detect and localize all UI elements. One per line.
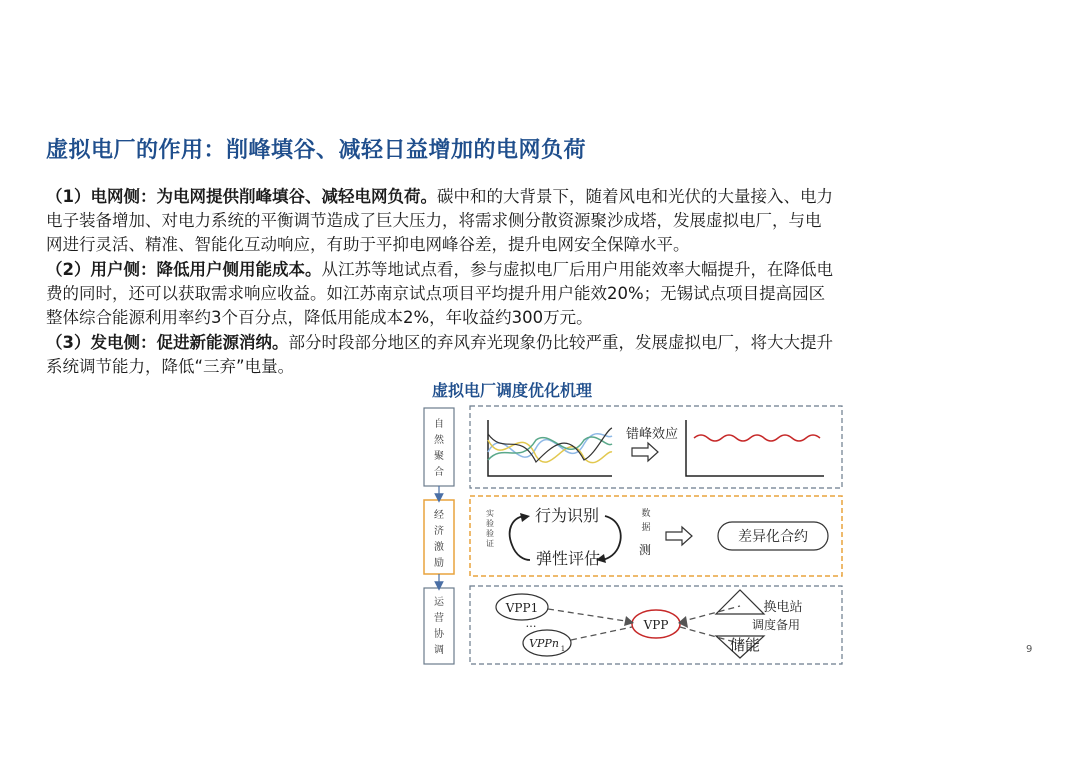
stage-char: 自 [434, 419, 444, 430]
svg-text:数: 数 [641, 509, 651, 519]
svg-text:协: 协 [434, 629, 444, 640]
svg-text:营: 营 [434, 613, 444, 624]
paragraph-lead: （3）发电侧：促进新能源消纳。 [46, 333, 289, 352]
svg-text:调: 调 [434, 645, 444, 656]
diagram-title: 虚拟电厂调度优化机理 [432, 381, 593, 400]
svg-text:据: 据 [641, 523, 651, 533]
differentiated-contract-label: 差异化合约 [738, 529, 808, 545]
svg-text:聚: 聚 [434, 451, 444, 462]
svg-text:合: 合 [434, 467, 444, 478]
svg-text:验: 验 [486, 529, 494, 538]
svg-text:证: 证 [486, 539, 494, 548]
svg-text:然: 然 [434, 435, 444, 446]
page-number: 9 [1026, 644, 1033, 655]
paragraph-generation-side: （3）发电侧：促进新能源消纳。部分时段部分地区的弃风弃光现象仍比较严重，发展虚拟电厂，将大大提升 系统调节能力，降低“三弃”电量。 [46, 333, 833, 376]
svg-text:励: 励 [434, 558, 444, 569]
svg-text:VPP1: VPP1 [505, 601, 539, 615]
svg-text:测: 测 [638, 543, 652, 557]
paragraph-user-side: （2）用户侧：降低用户侧用能成本。从江苏等地试点看，参与虚拟电厂后用户用能效率大幅提升，在降低电 费的同时，还可以获取需求响应收益。如江苏南京试点项目平均提升用户能效20%；无锡试点项目提高园区 整体综合能源利用率约3个百分点，降低用能成本2%，年收益约300万元。 [46, 260, 833, 327]
svg-text:1: 1 [560, 645, 566, 653]
paragraph-lead: （1）电网侧：为电网提供削峰填谷、减轻电网负荷。 [46, 187, 437, 206]
behavior-recognition-label: 行为识别 [534, 506, 600, 525]
elasticity-assessment-label: 弹性评估 [535, 549, 601, 568]
svg-text:换电站: 换电站 [763, 600, 803, 615]
paragraph-lead: （2）用户侧：降低用户侧用能成本。 [46, 260, 322, 279]
svg-text:储能: 储能 [729, 636, 761, 654]
svg-text:运: 运 [434, 597, 444, 608]
svg-text:经: 经 [434, 510, 444, 521]
svg-text:激: 激 [434, 542, 444, 553]
vpp-mechanism-diagram [420, 400, 850, 670]
svg-text:验: 验 [486, 519, 494, 528]
svg-text:VPP: VPP [643, 618, 669, 632]
svg-text:实: 实 [486, 509, 494, 518]
paragraph-grid-side: （1）电网侧：为电网提供削峰填谷、减轻电网负荷。碳中和的大背景下，随着风电和光伏的大量接入、电力 电子装备增加、对电力系统的平衡调节造成了巨大压力，将需求侧分散资源聚沙成塔，发展虚拟电厂，与电 网进行灵活、精准、智能化互动响应，有助于平抑电网峰谷差，提升电网安全保障水平。 [46, 187, 833, 254]
svg-text:VPPn: VPPn [529, 637, 559, 650]
svg-text:济: 济 [434, 526, 444, 537]
svg-text:调度备用: 调度备用 [751, 618, 801, 632]
page-title: 虚拟电厂的作用：削峰填谷、减轻日益增加的电网负荷 [46, 138, 587, 163]
peak-shift-label: 错峰效应 [625, 427, 679, 442]
svg-text:…: … [525, 617, 537, 630]
